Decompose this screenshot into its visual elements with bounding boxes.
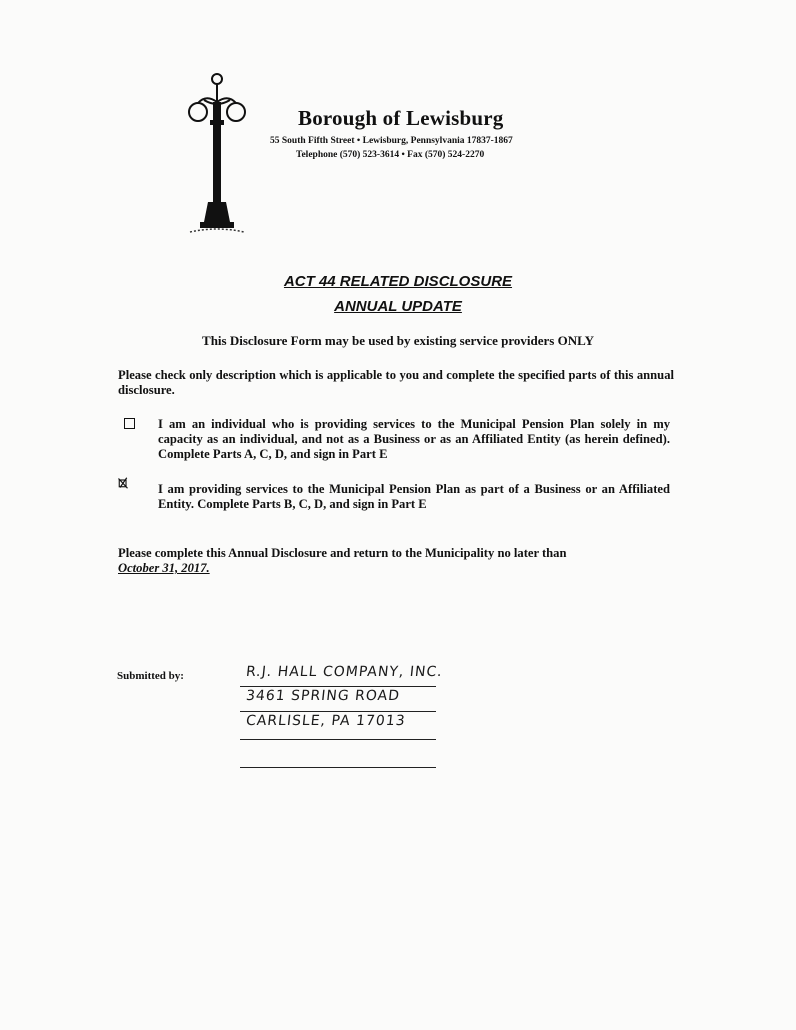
submission-line bbox=[240, 686, 436, 687]
due-text: Please complete this Annual Disclosure and return to the Municipality no later than bbox=[118, 546, 567, 560]
submitted-by-label: Submitted by: bbox=[117, 670, 184, 682]
submission-line bbox=[240, 711, 436, 712]
due-instructions bbox=[118, 546, 670, 576]
option-individual-text: I am an individual who is providing services to the Municipal Pension Plan solely in my capacity as an individual, and not as a Business or as an Affiliated Entity (as herein defined). Complete Parts A, C, D, and sign in Part E bbox=[158, 417, 670, 461]
option-business-checkbox[interactable] bbox=[117, 477, 129, 489]
lamp-post-logo-icon bbox=[186, 72, 248, 238]
option-business-text: I am providing services to the Municipal Pension Plan as part of a Business or an Affiliated Entity. Complete Parts B, C, D, and sign in Part E bbox=[158, 482, 670, 511]
form-notice: This Disclosure Form may be used by existing service providers ONLY bbox=[202, 333, 594, 348]
option-individual-checkbox[interactable] bbox=[124, 418, 135, 429]
handwritten-company: R.J. HALL COMPANY, INC. bbox=[245, 664, 444, 680]
org-name: Borough of Lewisburg bbox=[298, 106, 504, 130]
org-address: 55 South Fifth Street • Lewisburg, Pennsylvania 17837-1867 bbox=[270, 136, 513, 146]
due-date: October 31, 2017. bbox=[118, 561, 210, 575]
form-title: ACT 44 RELATED DISCLOSURE bbox=[283, 273, 513, 290]
instructions: Please check only description which is applicable to you and complete the specified parts of this annual disclosure. bbox=[118, 368, 674, 397]
form-subtitle-title: ANNUAL UPDATE bbox=[334, 298, 462, 315]
handwritten-street: 3461 SPRING ROAD bbox=[245, 688, 401, 704]
org-phone: Telephone (570) 523-3614 • Fax (570) 524-2270 bbox=[296, 150, 485, 160]
submission-line bbox=[240, 767, 436, 768]
submission-line bbox=[240, 739, 436, 740]
handwritten-city: CARLISLE, PA 17013 bbox=[245, 713, 407, 729]
